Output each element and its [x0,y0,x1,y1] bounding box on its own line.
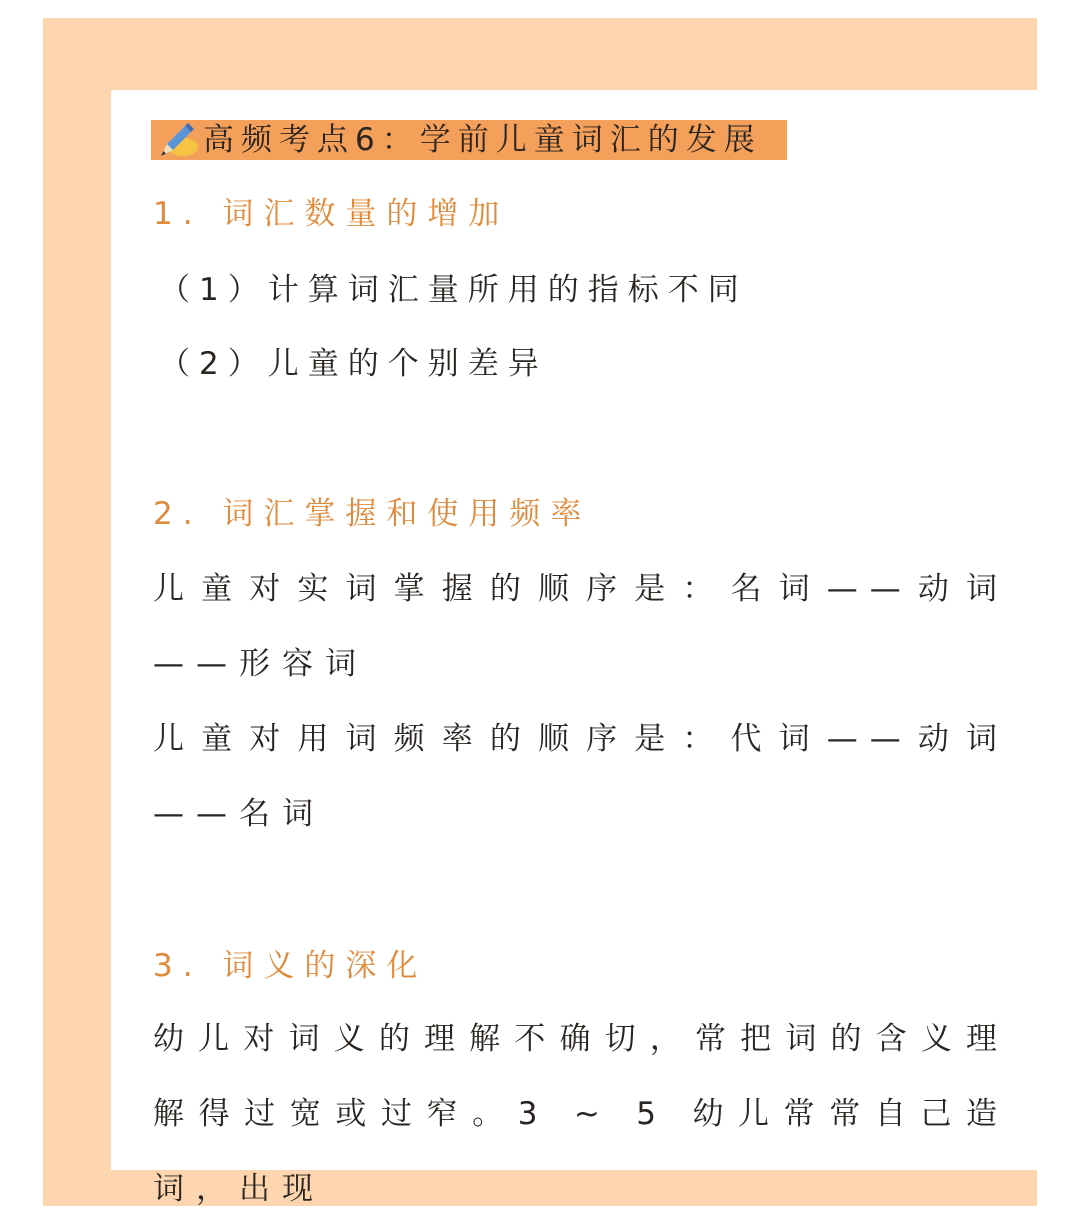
paragraph: 幼儿对词义的理解不确切，常把词的含义理解得过宽或过窄。3 ~ 5 幼儿常常自己造词，出现 [153,1021,1009,1207]
pencil-icon [155,120,201,160]
list-item: （1）计算词汇量所用的指标不同 [159,272,748,308]
content-card [111,90,1055,1207]
paragraph: 儿童对用词频率的顺序是：代词——动词——名词 [153,721,1009,832]
list-item: （2）儿童的个别差异 [159,346,548,382]
section-title-2: 2. 词汇掌握和使用频率 [153,496,592,532]
paragraph: 儿童对实词掌握的顺序是：名词——动词——形容词 [153,571,1009,682]
heading-banner [151,120,787,160]
page-frame [43,18,1037,1206]
section-title-3: 3. 词义的深化 [153,948,428,984]
section-title-1: 1. 词汇数量的增加 [153,196,510,232]
heading-title: 高频考点6：学前儿童词汇的发展 [203,122,762,158]
